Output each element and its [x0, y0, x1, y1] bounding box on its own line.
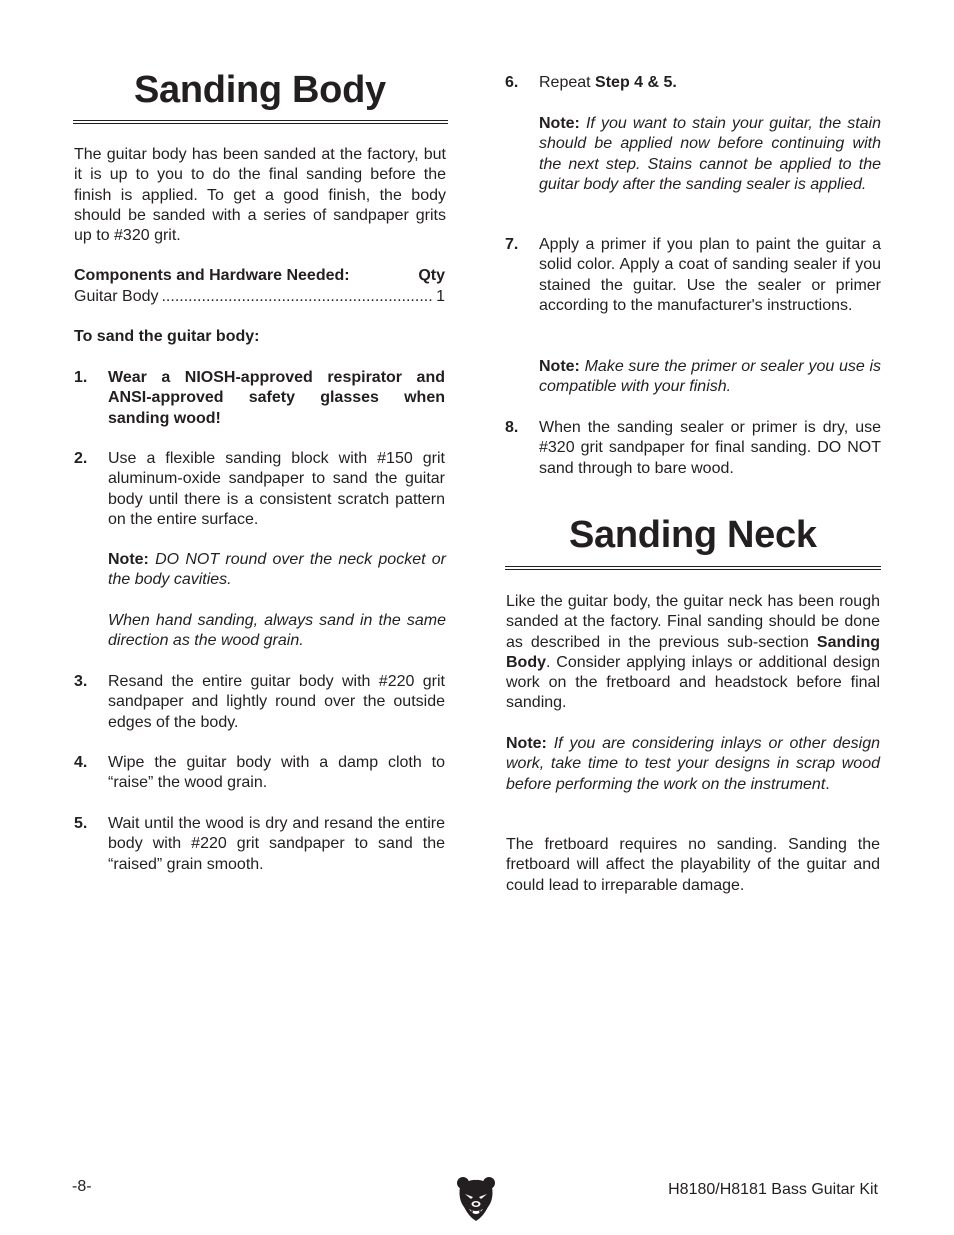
note-text: If you are considering inlays or other design work, take time to test your designs in scrap wood before performing the work on the instrument — [506, 735, 880, 793]
note-text-end: . — [825, 775, 830, 793]
note-text: Make sure the primer or sealer you use is compatible with your finish. — [539, 358, 881, 396]
step-2-note — [108, 550, 446, 591]
step-number: 8. — [505, 419, 519, 436]
neck-intro-text-end: . Consider applying inlays or additional design work on the fretboard and headstock before final sanding. — [506, 653, 880, 712]
neck-note — [506, 734, 880, 795]
procedure-heading: To sand the guitar body: — [74, 328, 260, 345]
step-number: 5. — [74, 815, 88, 832]
components-header — [74, 266, 445, 286]
neck-intro-text: Like the guitar body, the guitar neck has been rough sanded at the factory. Final sanding should be done as described in the previous sub-section — [506, 593, 880, 651]
step-number: 4. — [74, 754, 88, 771]
step-text: Wait until the wood is dry and resand the entire body with #220 grit sandpaper to sand the “raised” grain smooth. — [108, 815, 445, 873]
note-text: DO NOT round over the neck pocket or the body cavities. — [108, 551, 446, 589]
step-text: Apply a primer if you plan to paint the guitar a solid color. Apply a coat of sanding sealer if you stained the guitar. Use the sealer or primer according to the manufacturer's instructions. — [539, 236, 881, 314]
component-item-row — [74, 287, 445, 307]
step-text: Use a flexible sanding block with #150 grit aluminum-oxide sandpaper to sand the guitar body until there is a consistent scratch pattern on the entire surface. — [108, 450, 445, 528]
step-number: 7. — [505, 236, 519, 253]
step-6-prefix: Repeat — [539, 74, 591, 91]
note-label: Note: — [108, 551, 149, 568]
step-number: 1. — [74, 369, 88, 386]
step-7-note — [539, 357, 881, 398]
components-heading: Components and Hardware Needed: — [74, 267, 350, 284]
section-title-sanding-neck: Sanding Neck — [569, 514, 817, 556]
step-text: Wear a NIOSH-approved respirator and ANSI-approved safety glasses when sanding wood! — [108, 369, 445, 427]
step-6-note — [539, 114, 881, 195]
fretboard-paragraph: The fretboard requires no sanding. Sanding the fretboard will affect the playability of the guitar and could lead to irreparable damage. — [506, 836, 880, 894]
step-number: 6. — [505, 74, 519, 91]
page-number: -8- — [72, 1178, 92, 1195]
title-rule — [73, 120, 448, 124]
step-text: When the sanding sealer or primer is dry, use #320 grit sandpaper for final sanding. DO NOT sand through to bare wood. — [539, 419, 881, 477]
title-rule — [505, 566, 881, 570]
step-number: 2. — [74, 450, 88, 467]
step-6-reference: Step 4 & 5. — [595, 74, 677, 91]
qty-heading: Qty — [418, 267, 445, 284]
step-number: 3. — [74, 673, 88, 690]
grizzly-bear-head-icon — [456, 1175, 496, 1223]
note-text: If you want to stain your guitar, the stain should be applied now before continuing with the next step. Stains cannot be applied to the guitar body after the sanding sealer is applied. — [539, 115, 882, 193]
step-2-note-continued: When hand sanding, always sand in the same direction as the wood grain. — [108, 612, 446, 650]
neck-intro-reference: Sanding Body — [506, 633, 880, 671]
section-title-sanding-body: Sanding Body — [134, 69, 386, 111]
note-label: Note: — [506, 735, 547, 752]
note-label: Note: — [539, 358, 580, 375]
neck-intro-paragraph — [506, 592, 880, 714]
note-label: Note: — [539, 115, 580, 132]
model-label: H8180/H8181 Bass Guitar Kit — [668, 1181, 878, 1198]
step-text: Resand the entire guitar body with #220 grit sandpaper and lightly round over the outside edges of the body. — [108, 673, 445, 731]
component-item-qty: 1 — [436, 288, 445, 305]
intro-paragraph: The guitar body has been sanded at the factory, but it is up to you to do the final sanding before the finish is applied. To get a good finish, the body should be sanded with a series of sandpaper grits up to #320 grit. — [74, 146, 446, 245]
step-text: Wipe the guitar body with a damp cloth to “raise” the wood grain. — [108, 754, 445, 792]
leader-dots — [161, 287, 433, 307]
step-text — [539, 73, 881, 93]
component-item-name: Guitar Body — [74, 288, 159, 305]
